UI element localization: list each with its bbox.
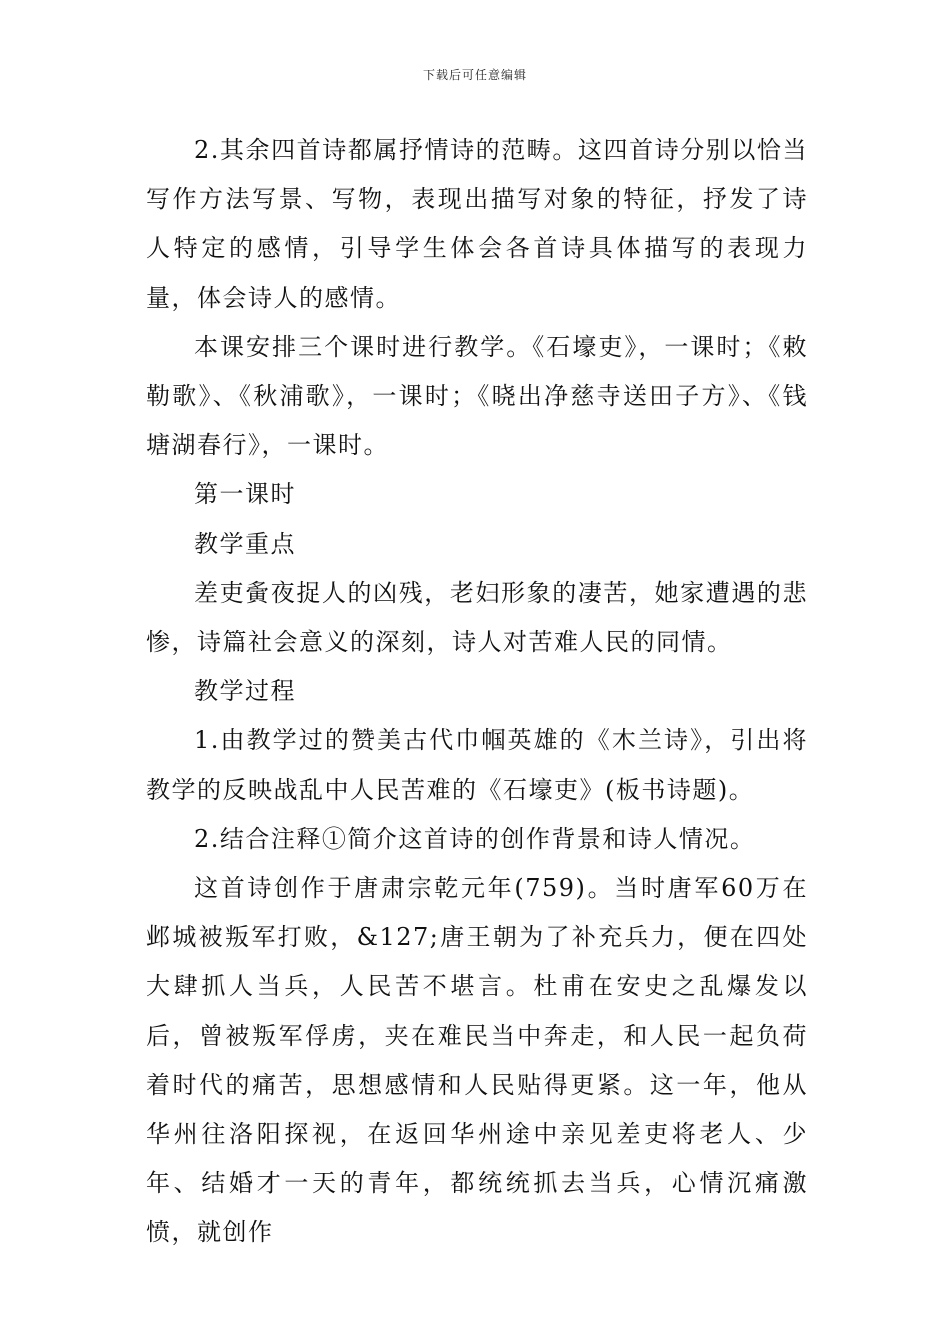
heading-teaching-focus: 教学重点 (194, 529, 296, 558)
paragraph-other-poems: 2.其余四首诗都属抒情诗的范畴。这四首诗分别以恰当写作方法写景、写物，表现出描写对象的特征，抒发了诗人特定的感情，引导学生体会各首诗具体描写的表现力量，体会诗人的感情。 (146, 136, 808, 312)
heading-first-lesson: 第一课时 (194, 480, 296, 509)
paragraph-background: 这首诗创作于唐肃宗乾元年(759)。当时唐军60万在邺城被叛军打败，&127;唐王朝为了补充兵力，便在四处大肆抓人当兵，人民苦不堪言。杜甫在安史之乱爆发以后，曾被叛军俘虏，夹在难民当中奔走，和人民一起负荷着时代的痛苦，思想感情和人民贴得更紧。这一年，他从华州往洛阳探视，在返回华州途中亲见差吏将老人、少年、结婚才一天的青年，都统统抓去当兵，心情沉痛激愤，就创作 (146, 874, 808, 1247)
page-header: 下载后可任意编辑 (422, 68, 527, 82)
heading-teaching-process: 教学过程 (194, 677, 296, 706)
document-body (146, 126, 808, 1258)
paragraph-lesson-plan: 本课安排三个课时进行教学。《石壕吏》，一课时；《敕勒歌》、《秋浦歌》，一课时；《晓出净慈寺送田子方》、《钱塘湖春行》，一课时。 (146, 332, 808, 460)
paragraph-step-2: 2.结合注释①简介这首诗的创作背景和诗人情况。 (194, 824, 756, 853)
paragraph-step-1: 1.由教学过的赞美古代巾帼英雄的《木兰诗》，引出将教学的反映战乱中人民苦难的《石壕吏》(板书诗题)。 (146, 726, 808, 804)
paragraph-teaching-focus: 差吏夤夜捉人的凶残，老妇形象的凄苦，她家遭遇的悲惨，诗篇社会意义的深刻，诗人对苦难人民的同情。 (146, 578, 808, 657)
